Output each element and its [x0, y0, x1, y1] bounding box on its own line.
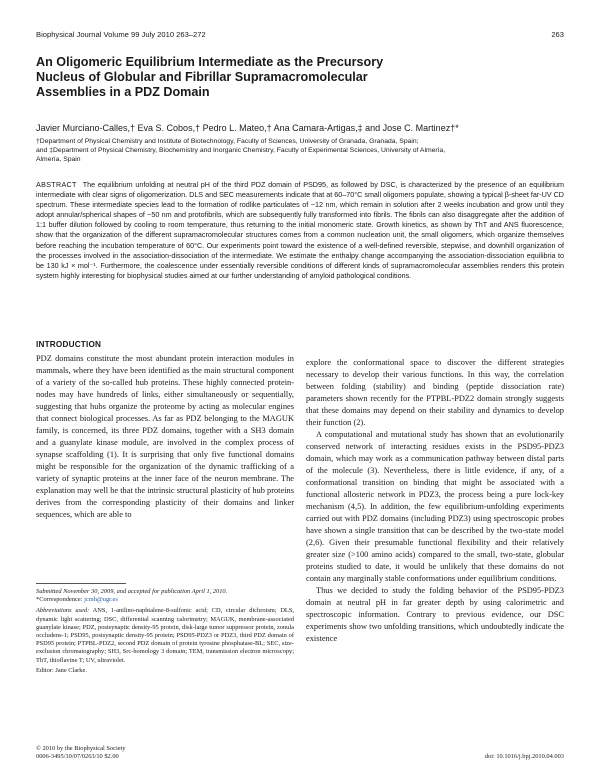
doi[interactable]: doi: 10.1016/j.bpj.2010.04.003	[484, 753, 564, 760]
abstract	[36, 180, 564, 281]
abstract-label: ABSTRACT	[36, 180, 77, 189]
submission-dates: Submitted November 30, 2009, and accepted for publication April 1, 2010.	[36, 588, 228, 595]
copyright-line: © 2010 by the Biophysical Society	[36, 745, 126, 752]
abbreviations-label: Abbreviations used:	[36, 607, 90, 615]
author-list: Javier Murciano-Calles,† Eva S. Cobos,† Pedro L. Mateo,† Ana Camara-Artigas,‡ and Jose C. Martinez†*	[36, 123, 459, 133]
issn-line: 0006-3495/10/07/0263/10 $2.00	[36, 753, 119, 761]
footnote-rule	[36, 583, 126, 584]
correspondence-email-link[interactable]: jcmh@ugr.es	[84, 596, 118, 604]
footnotes	[36, 588, 294, 675]
intro-column-left	[36, 353, 294, 521]
copyright-block	[36, 745, 126, 761]
abbreviations	[36, 607, 294, 664]
affiliation-line-3: Almería, Spain	[36, 156, 81, 163]
abbreviations-text: ANS, 1-anilino-naphtalene-8-sulfonic acid; CD, circular dichroism; DLS, dynamic light scattering; DSC, differential scanning calorimetry; MAGUK, membrane-associated guanylate kinase; PDZ, postsynaptic density-95 protein, disk-large tumor suppressor protein, zonula occludens-1; PSD95, postsynaptic density-95 protein; PSD95-PDZ3 or PDZ3, third PDZ domain of PSD95 protein; PTPBL-PDZ2, second PDZ domain of protein tyrosine phosphatase-BL; SEC, size-exclusion chromatography; SH3, Src-homology 3 domain; TEM, transmission electron microscopy; ThT, thioflavine T; UV, ultraviolet.	[36, 607, 294, 664]
title-line-2: Nucleus of Globular and Fibrillar Supramacromolecular	[36, 70, 368, 84]
intro-paragraph-3: A computational and mutational study has shown that an evolutionarily conserved network of interacting residues exists in the PSD95-PDZ3 domain, which may work as a communication pathway between distal parts of the molecule (3). Nevertheless, there is little evidence, if any, of a conformational transition on binding that might be associated with a functional allosteric network in PDZ3, the process being a pure lock-key mechanism (4,5). In addition, the few equilibrium-unfolding experiments carried out with PDZ domains (including PDZ3) using spectroscopic probes have shown a single transition that can be described by the two-state model (2,6). Given their presumable functional flexibility and their relatively greater size (>100 amino acids) compared to the small, two-state, globular proteins studied to date, it would be unlikely that these domains do not contain any marginally stable conformations under equilibrium conditions.	[306, 430, 564, 583]
title-line-3: Assemblies in a PDZ Domain	[36, 85, 210, 99]
intro-column-right	[306, 357, 564, 645]
intro-paragraph-1: PDZ domains constitute the most abundant protein interaction modules in mammals, where they have been identified as the main structural component of a variety of the so-called hub proteins. These highly connected protein-nodes may have hundreds of links, either simultaneously or sequentially, suggesting that hubs organize the proteome by acting as molecular engines that connect biological processes. As far as PDZ belonging to the MAGUK family, is concerned, its three PDZ domains, together with a SH3 domain and a guanylate kinase module, are involved in the complex process of synapse scaffolding (1). It is surprising that only five functional domains might be responsible for the organization of the dynamic trafficking of a variety of synaptic proteins at the inner face of the neuron membrane. The explanation may well be that the intrinsic structural plasticity of hub proteins derives from the corresponding plasticity of their domains and linker sequences, which are able to	[36, 354, 294, 519]
editor-credit: Editor: Jane Clarke.	[36, 666, 87, 674]
section-heading-introduction: INTRODUCTION	[36, 340, 102, 349]
running-header	[36, 30, 564, 44]
correspondence-label: *Correspondence:	[36, 596, 83, 604]
page-number: 263	[551, 30, 564, 39]
article-title	[36, 55, 556, 100]
abstract-text: The equilibrium unfolding at neutral pH of the third PDZ domain of PSD95, as followed by DSC, is characterized by the presence of an equilibrium intermediate with clear signs of oligomerization. DLS and SEC measurements indicate that at 60–70°C small oligomers populate, showing a typical β-sheet far-UV CD spectrum. These intermediate species lead to the formation of rodlike particulates of ~12 nm, which remain in solution after 2 weeks incubation and grow until they adopt annular/spherical shapes of ~50 nm and protofibrils, which are subsequently fully transformed into fibrils. The fibrils can also disaggregate after the addition of 1:1 buffer dilution followed by cooling to room temperature, thus returning to the initial monomeric state. Growth kinetics, as shown by ThT and ANS fluorescence, show that the organization of the different supramacromolecular structures comes from a common nucleation unit, the small oligomers, which organize themselves before reaching the incubation temperature of 60°C. Our experiments point toward the existence of a well-defined reversible, stepwise, and downhill organization of the processes involved in the association-dissociation of the intermediate. We estimate the enthalpy change accompanying the association-dissociation equilibria to be 130 kJ × mol⁻¹. Furthermore, the coalescence under essentially reversible conditions of different kinds of supramacromolecular assemblies renders this protein system highly interesting for biophysical studies aimed at our further understanding of amyloid pathological conditions.	[36, 180, 564, 280]
correspondence	[36, 596, 294, 604]
journal-citation: Biophysical Journal Volume 99 July 2010 263–272	[36, 30, 206, 39]
affiliation-line-1: †Department of Physical Chemistry and Institute of Biotechnology, Faculty of Sciences, University of Granada, Granada, Spain;	[36, 138, 419, 145]
intro-paragraph-4: Thus we decided to study the folding behavior of the PSD95-PDZ3 domain at neutral pH in far greater depth by using calorimetric and spectroscopic information. Contrary to previous evidence, our DSC experiments show two unfolding transitions, which undoubtedly indicate the existence	[306, 586, 564, 643]
intro-paragraph-2: explore the conformational space to discover the different strategies necessary to develop their various functions. In this way, the correlation between folding (stability) and binding (peptide dissociation rate) parameters shown recently for the PTPBL-PDZ2 domain strongly suggests that these domains may depend on their stability and dynamics to develop their function (2).	[306, 358, 564, 427]
affiliations	[36, 137, 566, 164]
affiliation-line-2: and ‡Department of Physical Chemistry, Biochemistry and Inorganic Chemistry, Faculty of Experimental Sciences, University of Almería,	[36, 147, 446, 154]
title-line-1: An Oligomeric Equilibrium Intermediate as the Precursory	[36, 55, 384, 69]
